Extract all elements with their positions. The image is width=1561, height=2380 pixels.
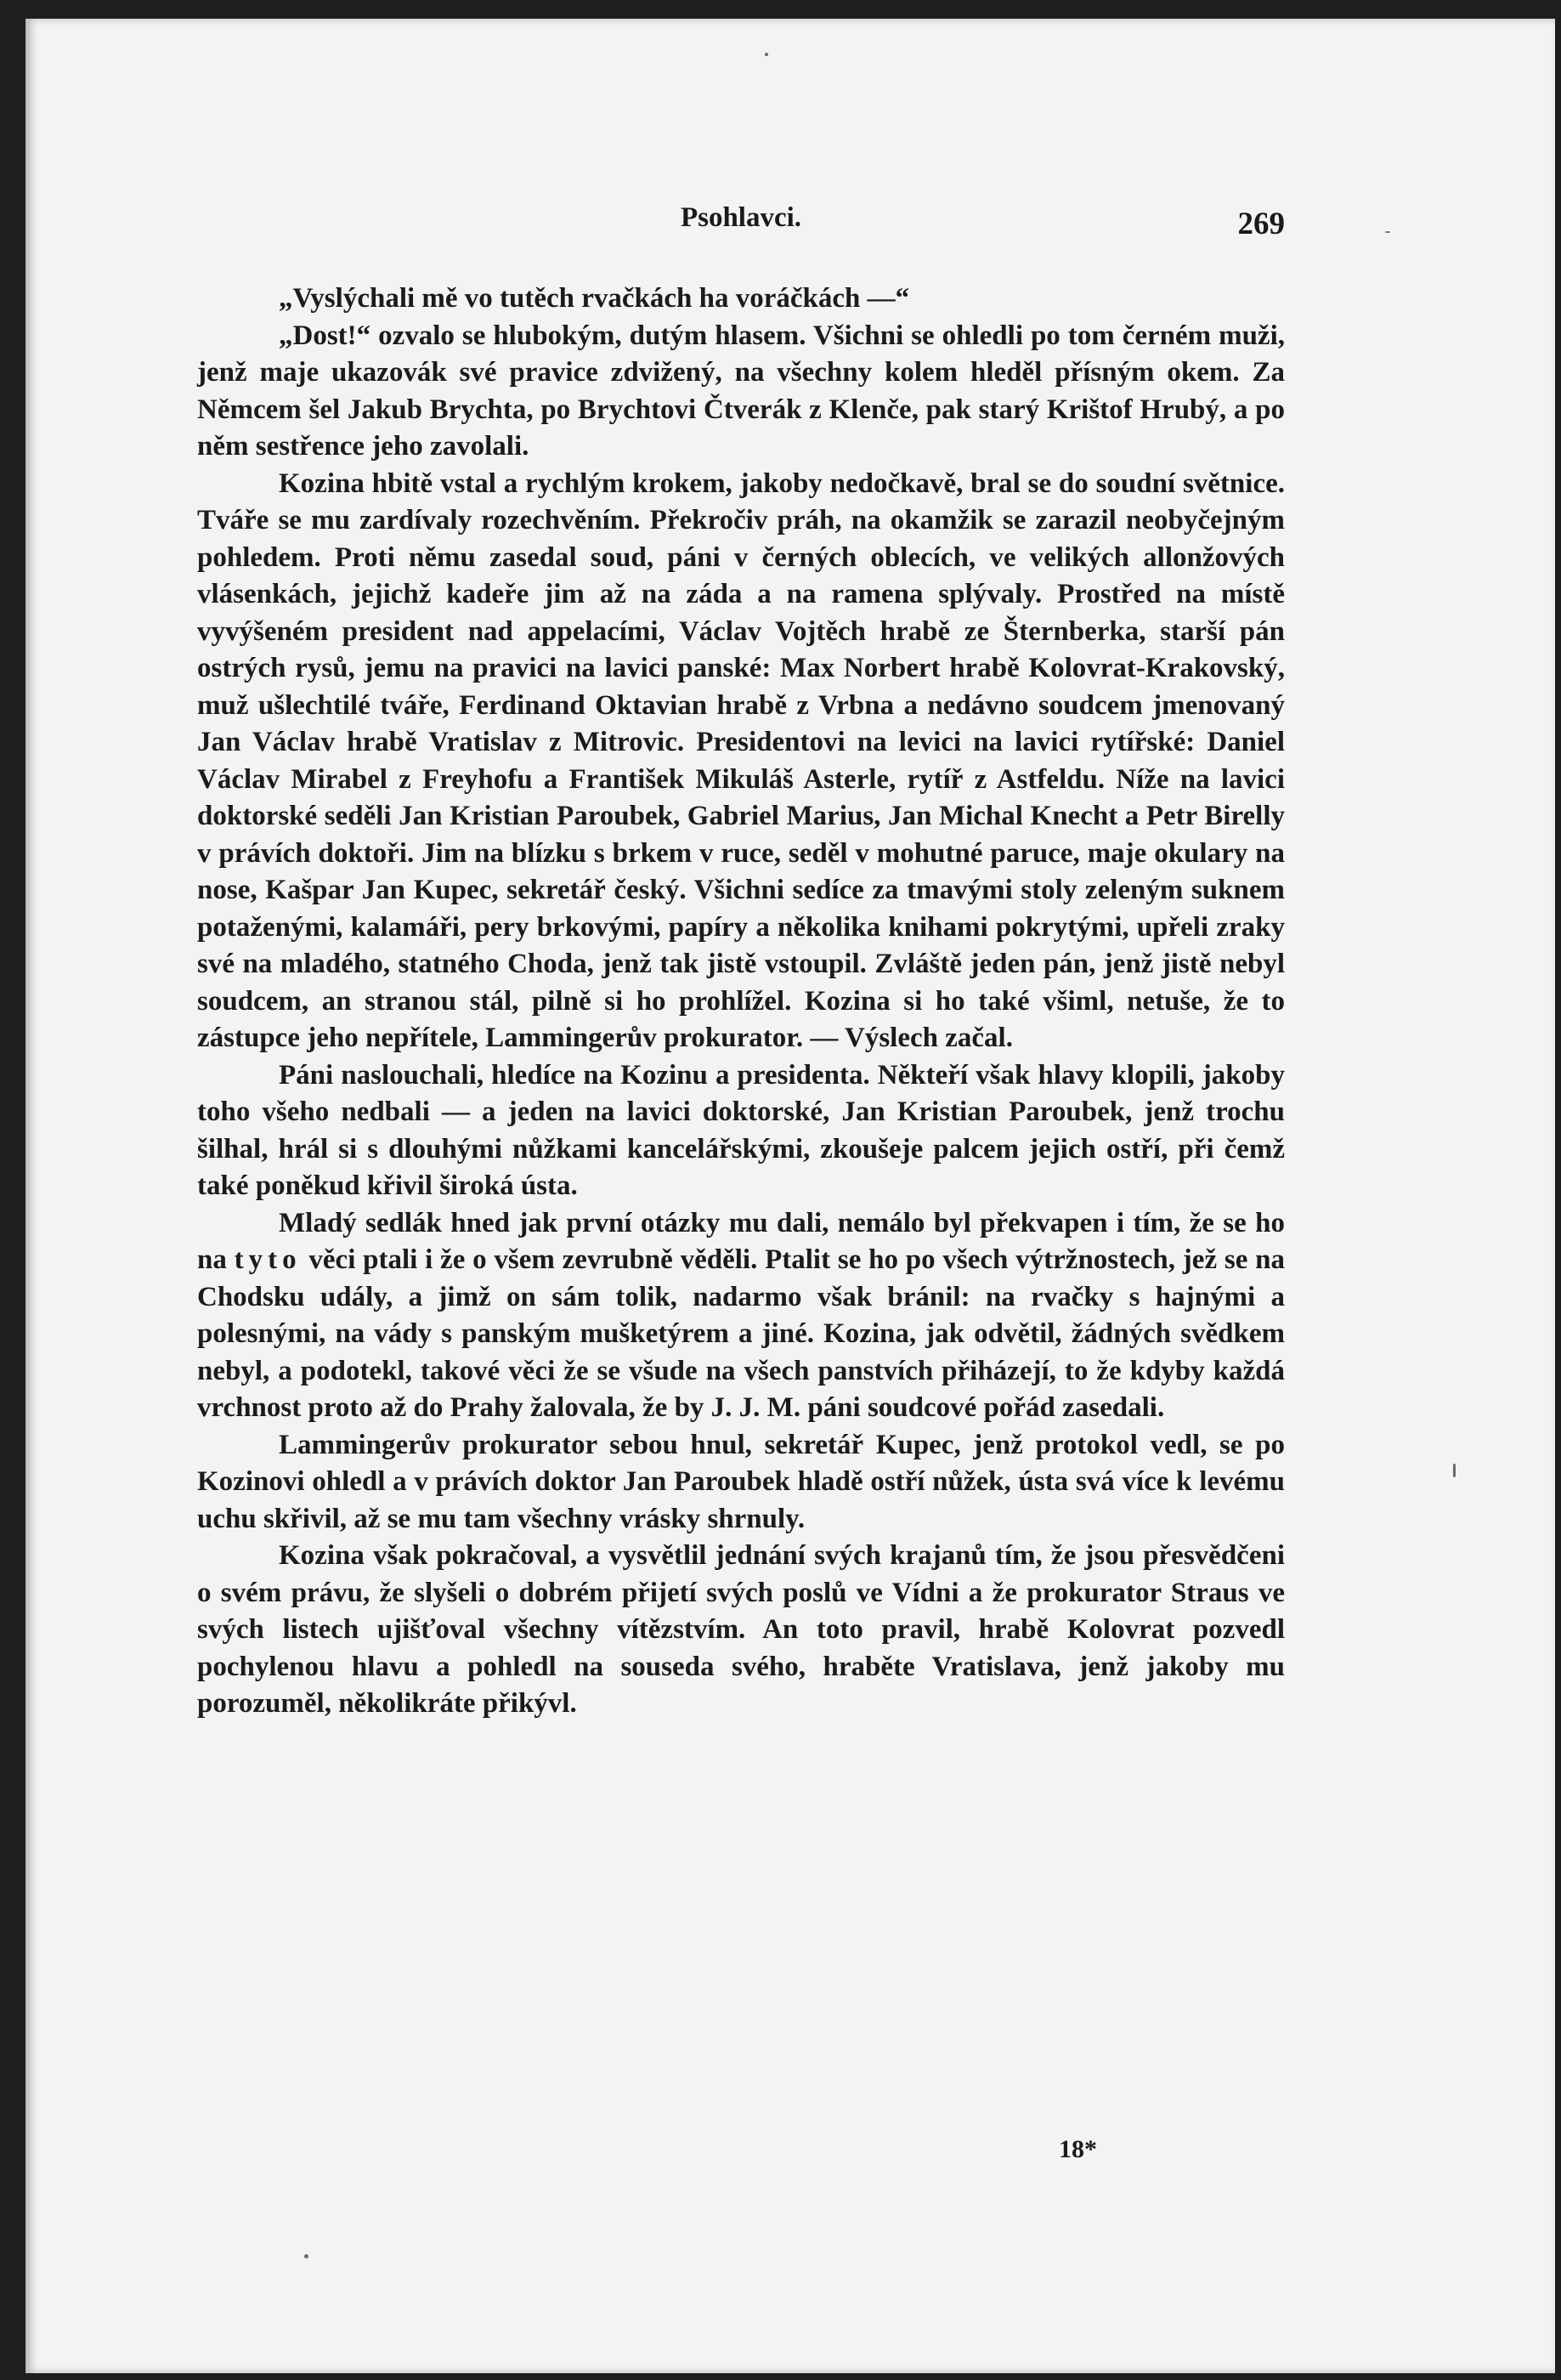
- text-run: Kozina však pokračoval, a vysvětlil jednání svých krajanů tím, že jsou přesvědčeni o svém právu, že slyšeli o dobrém přijetí svých poslů ve Vídni a že prokurator Straus ve svých listech ujišťoval všechny vítězstvím. An toto pravil, hrabě Kolovrat pozvedl pochylenou hlavu a pohledl na souseda svého, hraběte Vratislava, jenž jakoby mu porozuměl, několikráte přikývl.: [197, 1540, 1285, 1719]
- body-text: [197, 280, 1285, 1723]
- text-run: Lammingerův prokurator sebou hnul, sekretář Kupec, jenž protokol vedl, se po Kozinovi ohledl a v právích doktor Jan Paroubek hladě ostří nůžek, ústa svá více k levému uchu skřivil, až se mu tam všechny vrásky shrnuly.: [197, 1429, 1285, 1534]
- running-title: Psohlavci.: [680, 202, 802, 233]
- emphasized-word: tyto: [234, 1244, 302, 1275]
- paragraph: [197, 1057, 1285, 1205]
- paper-speck: [1385, 231, 1390, 233]
- text-run: Kozina hbitě vstal a rychlým krokem, jakoby nedočkavě, bral se do soudní světnice. Tváře se mu zardívaly rozechvěním. Překročiv práh, na okamžik se zarazil neobyčejným pohledem. Proti němu zasedal soud, páni v černých oblecích, ve velikých allonžových vlásenkách, jejichž kadeře jim až na záda a na ramena splývaly. Prostřed na místě vyvýšeném president nad appelacími, Václav Vojtěch hrabě ze Šternberka, starší pán ostrých rysů, jemu na pravici na lavici panské: Max Norbert hrabě Kolovrat-Krakovský, muž ušlechtilé tváře, Ferdinand Oktavian hrabě z Vrbna a nedávno soudcem jmenovaný Jan Václav hrabě Vratislav z Mitrovic. Presidentovi na levici na lavici rytířské: Daniel Václav Mirabel z Freyhofu a František Mikuláš Asterle, rytíř z Astfeldu. Níže na lavici doktorské seděli Jan Kristian Paroubek, Gabriel Marius, Jan Michal Knecht a Petr Birelly v právích doktoři. Jim na blízku s brkem v ruce, seděl v mohutné paruce, maje okulary na nose, Kašpar Jan Kupec, sekretář český. Všichni sedíce za tmavými stoly zeleným suknem potaženými, kalamáři, pery brkovými, papíry a několika knihami pokrytými, upřeli zraky své na mladého, statného Choda, jenž tak jistě vstoupil. Zvláště jeden pán, jenž jistě nebyl soudcem, an stranou stál, pilně si ho prohlížel. Kozina si ho také všiml, netuše, že to zástupce jeho nepřítele, Lammingerův prokurator. — Výslech začal.: [197, 468, 1285, 1053]
- paragraph: [197, 280, 1285, 318]
- text-run: Páni naslouchali, hledíce na Kozinu a presidenta. Někteří však hlavy klopili, jakoby toho všeho nedbali — a jeden na lavici doktorské, Jan Kristian Paroubek, jenž trochu šilhal, hrál si s dlouhými nůžkami kancelářskými, zkoušeje palcem jejich ostří, při čemž také poněkud křivil široká ústa.: [197, 1059, 1285, 1201]
- paper-speck: [765, 53, 768, 56]
- text-run: věci ptali i že o všem zevrubně věděli. Ptalit se ho po všech výtržnostech, jež se na Chodsku udály, a jimž on sám tolik, nadarmo však bránil: na rvačky s hajnými a polesnými, na vády s panským mušketýrem a jiné. Kozina, jak odvětil, žádných svědkem nebyl, a podotekl, takové věci že se všude na všech panstvích přiházejí, to že kdyby každá vrchnost proto až do Prahy žalovala, že by J. J. M. páni soudcové pořád zasedali.: [197, 1244, 1285, 1423]
- signature-mark: 18*: [1059, 2135, 1097, 2163]
- text-run: „Dost!“ ozvalo se hlubokým, dutým hlasem. Všichni se ohledli po tom černém muži, jenž maje ukazovák své pravice zdvižený, na všechny kolem hleděl přísným okem. Za Němcem šel Jakub Brychta, po Brychtovi Čtverák z Klenče, pak starý Krištof Hrubý, a po něm sestřence jeho zavolali.: [197, 320, 1285, 462]
- paper-speck: [1453, 1464, 1456, 1477]
- paragraph: [197, 318, 1285, 466]
- page-header: [197, 202, 1285, 253]
- text-run: Mladý sedlák hned jak první otázky mu dali, nemálo byl překvapen i tím, že se ho na: [197, 1207, 1285, 1275]
- page-number: 269: [1237, 207, 1285, 241]
- paragraph: [197, 1427, 1285, 1538]
- text-run: „Vyslýchali mě vo tutěch rvačkách ha voráčkách —“: [279, 283, 910, 314]
- paragraph: [197, 1538, 1285, 1723]
- paper-speck: [304, 2254, 308, 2258]
- paragraph: [197, 1205, 1285, 1427]
- paragraph: [197, 466, 1285, 1057]
